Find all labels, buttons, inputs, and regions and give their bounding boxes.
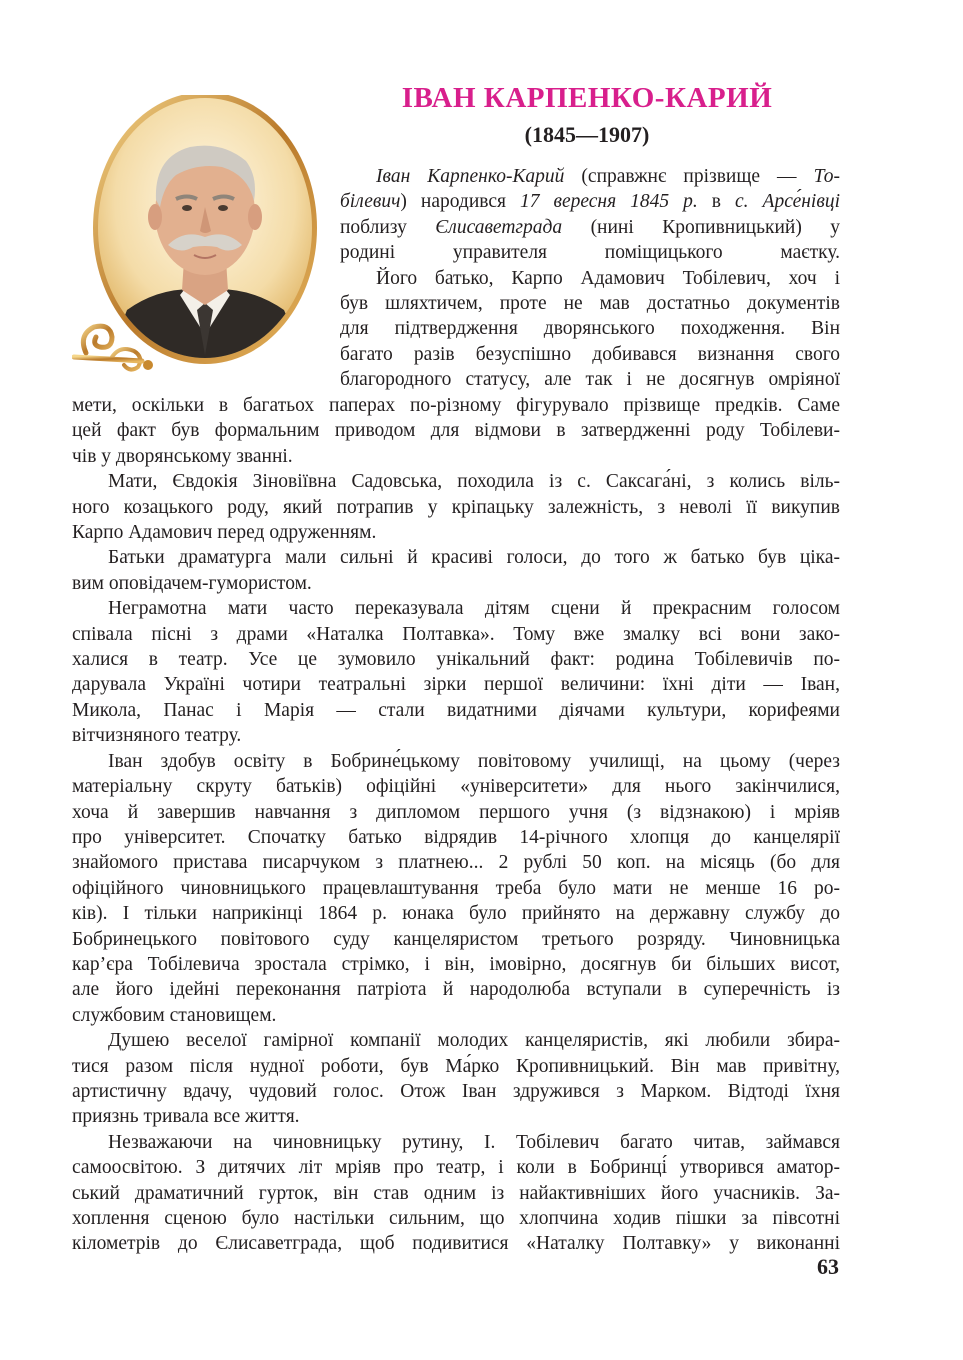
- body-text: [72, 393, 840, 1257]
- text-line: Неграмотна мати часто переказувала дітям сцени й прекрасним голосом: [108, 598, 840, 620]
- paragraph: [72, 545, 840, 596]
- paragraph: [72, 469, 840, 545]
- text-line: Незважаючи на чиновницьку рутину, І. Тобілевич багато читав, займався: [108, 1131, 840, 1153]
- paragraph: [72, 1028, 840, 1130]
- text-line: але його ідейні переконання патріота й народолюба вступали в суперечність із: [72, 979, 840, 1001]
- paragraph: [72, 1130, 840, 1257]
- text-line: дарувала Україні чотири театральні зірки першої величини: їхні діти — Іван,: [72, 674, 840, 696]
- text-line: цей факт був формальним приводом для відмови в затвердженні роду Тобілеви-: [72, 420, 840, 442]
- text-line: кар’єра Тобілевича зростала стрімко, і він, імовірно, досягнув би більших висот,: [72, 953, 840, 975]
- text-line: вим оповідачем-гумористом.: [72, 572, 312, 594]
- text-line: Іван Карпенко-Карий (справжнє прізвище — То-: [376, 166, 840, 187]
- page-number: 63: [817, 1254, 839, 1279]
- text-line: співала пісні з драми «Наталка Полтавка». Тому вже змалку всі вони зако-: [72, 623, 840, 645]
- text-line: багато разів безуспішно добивався визнання свого: [340, 343, 840, 365]
- text-line: Душею веселої гамірної компанії молодих канцеляристів, які любили збира-: [108, 1030, 840, 1052]
- text-line: халися в театр. Усе це зумовило унікальний факт: родина Тобілевичів по-: [72, 649, 840, 671]
- text-line: тися разом після нудної роботи, був Ма́рко Кропивницький. Він мав привітну,: [72, 1055, 840, 1077]
- text-line: Його батько, Карпо Адамович Тобілевич, хоч і: [376, 267, 840, 289]
- text-line: білевич) народився 17 вересня 1845 р. в с. Арсе́нівці: [340, 191, 840, 213]
- text-line: ський драматичний гурток, він став одним із найактивніших його учасників. За-: [72, 1182, 840, 1204]
- text-line: Іван здобув освіту в Бобрине́цькому повітовому училищі, на цьому (через: [108, 750, 840, 772]
- life-dates: (1845—1907): [524, 122, 650, 147]
- text-line: мети, оскільки в багатьох паперах по-різному фігурувало прізвище предків. Саме: [72, 395, 840, 416]
- text-line: поблизу Єлисаветграда (нині Кропивницький) у: [340, 216, 840, 238]
- text-line: кілометрів до Єлисаветграда, щоб подивитися «Наталку Полтавку» у виконанні: [72, 1233, 840, 1255]
- author-portrait: [72, 95, 342, 380]
- intro-paragraph: [340, 164, 840, 393]
- text-line: Батьки драматурга мали сильні й красиві голоси, до того ж батько був ціка-: [108, 547, 840, 569]
- text-line: благородного статусу, але так і не досягнув омріяної: [340, 369, 840, 391]
- text-line: приязнь тривала все життя.: [72, 1106, 300, 1128]
- text-line: хоча й завершив навчання з дипломом першого учня (з відзнакою) і мріяв: [72, 801, 840, 823]
- text-line: був шляхтичем, проте не мав достатньо документів: [340, 293, 840, 315]
- text-line: ного козацького роду, який потрапив у кріпацьку залежність, з неволі її викупив: [72, 496, 840, 518]
- text-line: Мати, Євдокія Зіновіївна Садовська, походила із с. Саксага́ні, з колись віль-: [108, 471, 840, 493]
- portrait-image: [72, 95, 342, 380]
- text-line: вітчизняного театру.: [72, 725, 242, 747]
- text-line: Бобринецького повітового суду канцеляристом третього розряду. Чиновницька: [72, 928, 840, 950]
- text-line: хоплення сценою було настільки сильним, що хлопчина ходив пішки за півсотні: [72, 1208, 840, 1229]
- text-line: самоосвітою. З дитячих літ мріяв про театр, і коли в Бобринці́ утворився аматор-: [72, 1157, 840, 1179]
- text-line: Карпо Адамович перед одруженням.: [72, 522, 377, 544]
- text-line: знайомого пристава писарчуком з платнею... 2 рублі 50 коп. на місяць (бо для: [72, 852, 840, 874]
- text-line: артистичну вдачу, чудовий голос. Отож Іван здружився з Марком. Відтоді їхня: [72, 1080, 840, 1102]
- text-line: для підтвердження дворянського походження. Він: [340, 318, 840, 340]
- text-line: матеріальну скруту батьків) офіційні «університети» для нього закінчилися,: [72, 776, 840, 798]
- text-line: про університет. Спочатку батько відрядив 14-річного хлопця до канцелярії: [72, 826, 840, 848]
- text-line: Микола, Панас і Марія — стали видатними діячами культури, корифеями: [72, 699, 840, 721]
- paragraph: [72, 596, 840, 748]
- text-line: родині управителя поміщицького маєтку.: [340, 242, 840, 264]
- paragraph: [72, 393, 840, 469]
- page-title: ІВАН КАРПЕНКО-КАРИЙ: [401, 82, 773, 114]
- text-line: офіційного чиновницького працевлаштування треба було мати не менше 16 ро-: [72, 877, 840, 899]
- text-line: службовим становищем.: [72, 1004, 277, 1026]
- paragraph: [72, 749, 840, 1028]
- text-line: чів у дворянському званні.: [72, 445, 293, 467]
- text-line: ків). І тільки наприкінці 1864 р. юнака було прийнято на державну службу до: [72, 903, 840, 925]
